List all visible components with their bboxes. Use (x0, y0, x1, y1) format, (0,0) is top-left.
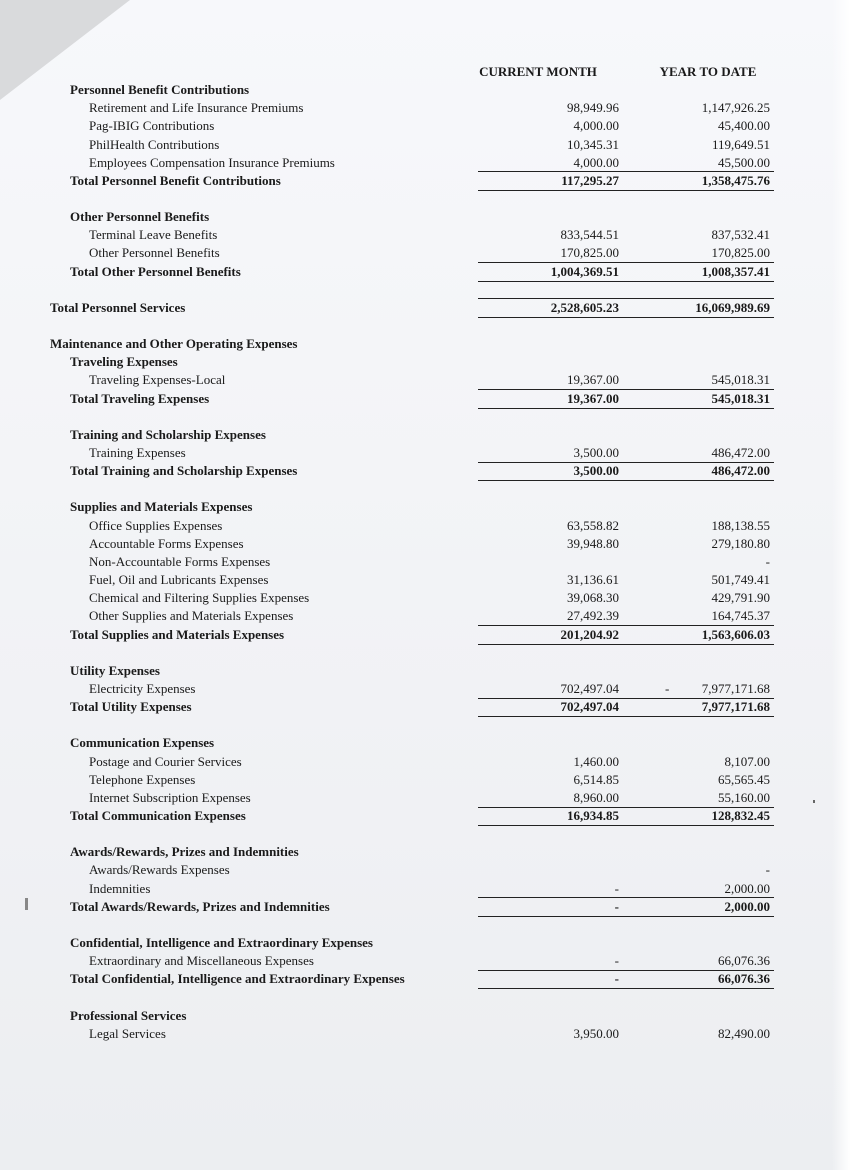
current-month-value: 3,950.00 (573, 1025, 619, 1041)
total-rule-bottom (622, 716, 774, 717)
current-month-value: 98,949.96 (567, 100, 619, 116)
row-label: Total Personnel Benefit Contributions (70, 172, 281, 188)
total-rule-bottom (478, 317, 624, 318)
column-header-year-to-date: YEAR TO DATE (659, 64, 757, 79)
section-heading-row (0, 335, 850, 353)
line-item-row (0, 753, 850, 771)
total-rule-bottom (478, 988, 624, 989)
row-label: Traveling Expenses (70, 354, 178, 370)
total-row (0, 263, 850, 281)
current-month-value: 19,367.00 (567, 372, 619, 388)
year-to-date-value: 45,500.00 (718, 154, 770, 170)
row-label: Total Traveling Expenses (70, 390, 210, 406)
line-item-row (0, 771, 850, 789)
current-month-value: 16,934.85 (567, 808, 619, 823)
total-rule-bottom (478, 916, 624, 917)
line-item-row (0, 226, 850, 244)
line-item-row (0, 589, 850, 607)
row-label: Personnel Benefit Contributions (70, 82, 250, 97)
total-rule-top (478, 298, 624, 299)
year-to-date-value: 45,400.00 (718, 118, 770, 134)
total-row (0, 626, 850, 644)
total-rule-bottom (622, 825, 774, 826)
year-to-date-value: 1,563,606.03 (701, 626, 770, 642)
row-label: Total Utility Expenses (70, 699, 192, 715)
row-label: Accountable Forms Expenses (89, 535, 244, 551)
total-rule-bottom (622, 480, 774, 481)
total-rule-bottom (478, 281, 624, 282)
year-to-date-value: 545,018.31 (711, 390, 770, 406)
total-rule-top (622, 298, 774, 299)
row-label: Office Supplies Expenses (89, 517, 223, 533)
year-to-date-value: 2,000.00 (724, 898, 770, 914)
total-rule-bottom (622, 281, 774, 282)
row-label: Legal Services (89, 1025, 166, 1041)
total-row (0, 970, 850, 988)
year-to-date-value: 1,008,357.41 (701, 263, 770, 279)
section-heading-row (0, 81, 850, 99)
section-heading-row (0, 734, 850, 752)
row-label: Other Personnel Benefits (89, 245, 220, 261)
section-heading-row (0, 353, 850, 371)
line-item-row (0, 952, 850, 970)
row-label: Total Confidential, Intelligence and Extraordinary Expenses (70, 971, 405, 987)
total-row (0, 898, 850, 916)
line-item-row (0, 136, 850, 154)
column-header-current-month: CURRENT MONTH (479, 64, 597, 79)
row-label: Terminal Leave Benefits (89, 227, 218, 243)
total-rule-top (478, 171, 624, 172)
row-label: Total Other Personnel Benefits (70, 263, 241, 279)
year-to-date-value: 486,472.00 (711, 445, 770, 460)
row-label: Electricity Expenses (89, 680, 196, 696)
section-heading-row (0, 208, 850, 226)
year-to-date-value: 170,825.00 (711, 245, 770, 261)
line-item-row (0, 789, 850, 807)
current-month-value: 3,500.00 (573, 463, 619, 479)
row-label: Fuel, Oil and Lubricants Expenses (89, 572, 269, 587)
total-rule-top (478, 698, 624, 699)
row-label: PhilHealth Contributions (89, 136, 220, 152)
current-month-value: 31,136.61 (567, 572, 619, 587)
total-rule-bottom (478, 716, 624, 717)
row-label: Other Supplies and Materials Expenses (89, 608, 294, 624)
current-month-value: - (614, 971, 619, 987)
current-month-value: 63,558.82 (567, 517, 619, 533)
total-rule-top (478, 462, 624, 463)
line-item-row (0, 117, 850, 135)
total-rule-bottom (478, 825, 624, 826)
line-item-row (0, 535, 850, 553)
total-row (0, 462, 850, 480)
line-item-row (0, 99, 850, 117)
stray-dash: - (665, 680, 670, 696)
total-row (0, 172, 850, 190)
line-item-row (0, 1025, 850, 1043)
row-label: Non-Accountable Forms Expenses (89, 553, 271, 569)
line-item-row (0, 607, 850, 625)
line-item-row (0, 553, 850, 571)
line-item-row (0, 371, 850, 389)
current-month-value: 8,960.00 (573, 789, 619, 805)
section-heading-row (0, 662, 850, 680)
year-to-date-value: 1,147,926.25 (701, 100, 770, 116)
current-month-value: 833,544.51 (560, 227, 619, 243)
year-to-date-value: 429,791.90 (711, 590, 770, 606)
current-month-value: - (614, 898, 619, 914)
total-rule-top (478, 625, 624, 626)
current-month-value: 3,500.00 (573, 445, 619, 460)
section-heading-row (0, 426, 850, 444)
year-to-date-value: 501,749.41 (711, 572, 770, 587)
year-to-date-value: - (765, 553, 770, 569)
section-heading-row (0, 1007, 850, 1025)
year-to-date-value: 2,000.00 (724, 880, 770, 896)
section-heading-row (0, 934, 850, 952)
row-label: Awards/Rewards, Prizes and Indemnities (70, 844, 299, 860)
row-label: Communication Expenses (70, 735, 215, 751)
line-item-row (0, 571, 850, 589)
row-label: Internet Subscription Expenses (89, 789, 251, 805)
row-label: Postage and Courier Services (89, 753, 242, 769)
total-rule-bottom (478, 644, 624, 645)
current-month-value: 6,514.85 (573, 771, 619, 787)
total-rule-top (478, 807, 624, 808)
year-to-date-value: 837,532.41 (711, 227, 770, 243)
year-to-date-value: 1,358,475.76 (701, 172, 770, 188)
current-month-value: 702,497.04 (560, 699, 619, 715)
total-rule-top (622, 389, 774, 390)
row-label: Total Training and Scholarship Expenses (70, 463, 298, 479)
current-month-value: 19,367.00 (567, 390, 619, 406)
total-rule-top (622, 698, 774, 699)
row-label: Employees Compensation Insurance Premiums (89, 154, 335, 170)
current-month-value: 201,204.92 (560, 626, 619, 642)
total-row (0, 698, 850, 716)
line-item-row (0, 244, 850, 262)
year-to-date-value: 55,160.00 (718, 789, 770, 805)
current-month-value: 4,000.00 (573, 154, 619, 170)
section-heading-row (0, 498, 850, 516)
section-heading-row (0, 843, 850, 861)
row-label: Retirement and Life Insurance Premiums (89, 100, 304, 116)
year-to-date-value: 486,472.00 (711, 463, 770, 479)
year-to-date-value: 66,076.36 (718, 971, 770, 987)
total-rule-top (478, 389, 624, 390)
line-item-row (0, 444, 850, 462)
year-to-date-value: 8,107.00 (724, 753, 770, 769)
total-rule-top (622, 462, 774, 463)
total-rule-top (622, 625, 774, 626)
total-row (0, 390, 850, 408)
line-item-row (0, 154, 850, 172)
current-month-value: - (614, 880, 619, 896)
row-label: Pag-IBIG Contributions (89, 118, 215, 134)
total-rule-bottom (478, 480, 624, 481)
total-row (0, 299, 850, 317)
row-label: Indemnities (89, 880, 151, 896)
current-month-value: 170,825.00 (560, 245, 619, 261)
total-rule-top (622, 171, 774, 172)
year-to-date-value: 65,565.45 (718, 771, 770, 787)
current-month-value: 2,528,605.23 (550, 299, 619, 315)
row-label: Training and Scholarship Expenses (70, 426, 266, 442)
current-month-value: 702,497.04 (560, 680, 619, 696)
current-month-value: 1,460.00 (573, 753, 619, 769)
year-to-date-value: 279,180.80 (711, 535, 770, 551)
current-month-value: 4,000.00 (573, 118, 619, 134)
year-to-date-value: 7,977,171.68 (701, 680, 770, 696)
row-label: Supplies and Materials Expenses (70, 499, 253, 515)
line-item-row (0, 680, 850, 698)
total-rule-bottom (622, 916, 774, 917)
year-to-date-value: 82,490.00 (718, 1025, 770, 1041)
total-rule-bottom (622, 644, 774, 645)
current-month-value: 27,492.39 (567, 608, 619, 624)
current-month-value: 39,948.80 (567, 535, 619, 551)
row-label: Training Expenses (89, 445, 186, 460)
total-rule-top (478, 262, 624, 263)
row-label: Traveling Expenses-Local (89, 372, 226, 388)
row-label: Awards/Rewards Expenses (89, 862, 230, 878)
line-item-row (0, 880, 850, 898)
line-item-row (0, 517, 850, 535)
row-label: Total Supplies and Materials Expenses (70, 626, 285, 642)
year-to-date-value: 16,069,989.69 (695, 299, 770, 315)
row-label: Total Communication Expenses (70, 808, 246, 823)
row-label: Chemical and Filtering Supplies Expenses (89, 590, 310, 606)
current-month-value: 39,068.30 (567, 590, 619, 606)
total-row (0, 807, 850, 825)
year-to-date-value: 164,745.37 (711, 608, 770, 624)
total-rule-bottom (622, 408, 774, 409)
year-to-date-value: 119,649.51 (711, 136, 770, 152)
total-rule-top (622, 897, 774, 898)
total-rule-bottom (478, 190, 624, 191)
row-label: Confidential, Intelligence and Extraordinary Expenses (70, 935, 373, 950)
year-to-date-value: 66,076.36 (718, 953, 770, 969)
year-to-date-value: 7,977,171.68 (701, 699, 770, 715)
total-rule-top (622, 807, 774, 808)
total-rule-bottom (622, 190, 774, 191)
year-to-date-value: 128,832.45 (711, 808, 770, 823)
total-rule-bottom (622, 317, 774, 318)
current-month-value: 10,345.31 (567, 136, 619, 152)
row-label: Telephone Expenses (89, 771, 196, 787)
row-label: Extraordinary and Miscellaneous Expenses (89, 953, 314, 969)
total-rule-top (478, 970, 624, 971)
total-rule-bottom (478, 408, 624, 409)
row-label: Other Personnel Benefits (70, 209, 210, 225)
year-to-date-value: 545,018.31 (711, 372, 770, 388)
row-label: Total Awards/Rewards, Prizes and Indemnities (70, 898, 330, 914)
line-item-row (0, 861, 850, 879)
row-label: Utility Expenses (70, 662, 160, 678)
row-label: Total Personnel Services (50, 299, 186, 315)
total-rule-top (622, 262, 774, 263)
current-month-value: 117,295.27 (561, 172, 619, 188)
current-month-value: 1,004,369.51 (550, 263, 619, 279)
total-rule-bottom (622, 988, 774, 989)
row-label: Maintenance and Other Operating Expenses (50, 336, 298, 352)
year-to-date-value: 188,138.55 (711, 517, 770, 533)
row-label: Professional Services (70, 1007, 187, 1023)
current-month-value: - (614, 953, 619, 969)
total-rule-top (478, 897, 624, 898)
total-rule-top (622, 970, 774, 971)
year-to-date-value: - (765, 862, 770, 878)
